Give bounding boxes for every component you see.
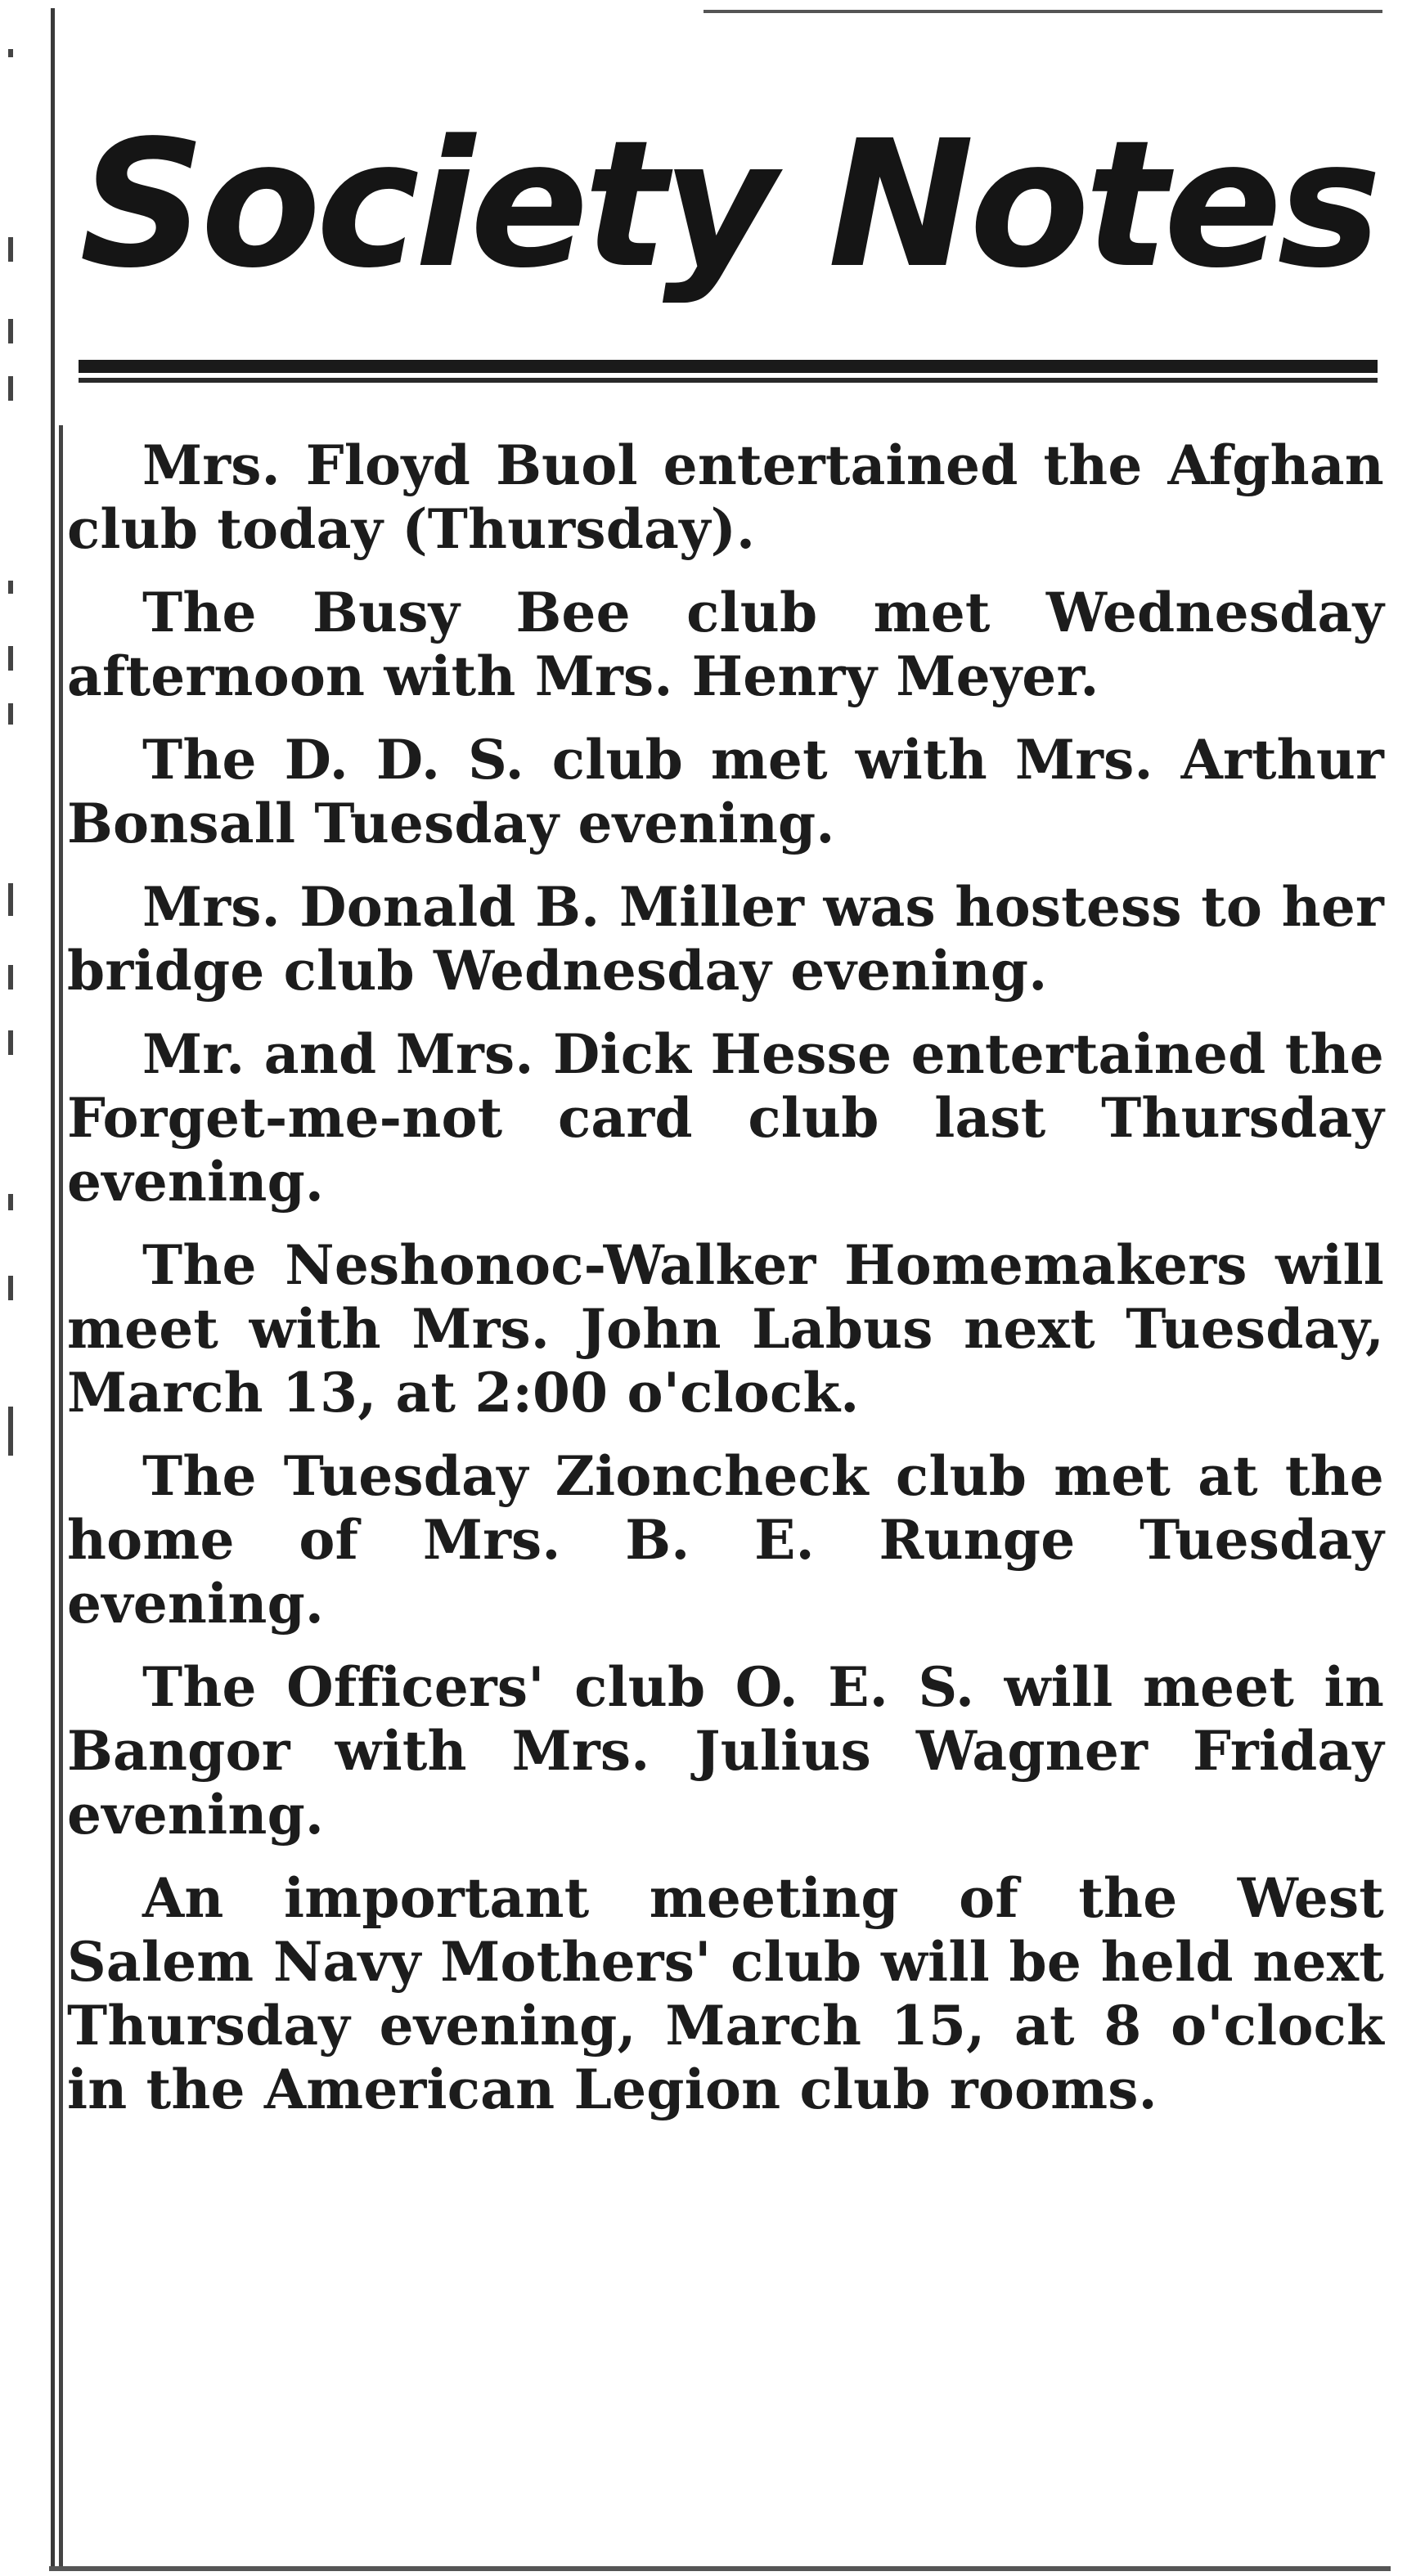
- rule-thick: [79, 360, 1378, 373]
- edge-fragment: [8, 646, 13, 671]
- top-border-rule: [704, 10, 1382, 13]
- edge-fragment: [8, 1030, 13, 1055]
- note-paragraph: The Neshonoc-Walker Homemakers will meet with Mrs. John Labus next Tuesday, March 13, at 2:00 o'clock.: [67, 1233, 1384, 1425]
- note-paragraph: The Busy Bee club met Wednesday afternoon with Mrs. Henry Meyer.: [67, 581, 1384, 708]
- edge-fragment: [8, 237, 13, 262]
- note-paragraph: The Officers' club O. E. S. will meet in Bangor with Mrs. Julius Wagner Friday evening.: [67, 1655, 1384, 1847]
- rule-thin: [79, 378, 1378, 383]
- note-paragraph: Mr. and Mrs. Dick Hesse entertained the Forget-me-not card club last Thursday evening.: [67, 1022, 1384, 1214]
- edge-fragment: [8, 581, 13, 594]
- note-paragraph: Mrs. Floyd Buol entertained the Afghan club today (Thursday).: [67, 433, 1384, 561]
- column-rule-left: [51, 8, 55, 2568]
- note-paragraph: The Tuesday Zioncheck club met at the home of Mrs. B. E. Runge Tuesday evening.: [67, 1444, 1384, 1636]
- bottom-border-rule: [49, 2566, 1391, 2571]
- edge-fragment: [8, 883, 13, 916]
- edge-fragment: [8, 376, 13, 401]
- society-notes-column: [67, 433, 1384, 2141]
- title-double-rule: [79, 360, 1378, 383]
- edge-fragment: [8, 1276, 13, 1300]
- edge-fragment: [8, 965, 13, 990]
- edge-fragment: [8, 703, 13, 725]
- edge-fragment: [8, 1407, 13, 1456]
- edge-fragment: [8, 319, 13, 343]
- masthead: [79, 82, 1377, 327]
- page-title: Society Notes: [79, 102, 1377, 307]
- note-paragraph: The D. D. S. club met with Mrs. Arthur Bonsall Tuesday evening.: [67, 728, 1384, 855]
- column-rule-inner: [59, 425, 63, 2568]
- note-paragraph: Mrs. Donald B. Miller was hostess to her bridge club Wednesday evening.: [67, 875, 1384, 1003]
- note-paragraph: An important meeting of the West Salem Navy Mothers' club will be held next Thursday evening, March 15, at 8 o'clock in the American Legion club rooms.: [67, 1866, 1384, 2121]
- edge-fragment: [8, 49, 13, 57]
- edge-fragment: [8, 1194, 13, 1210]
